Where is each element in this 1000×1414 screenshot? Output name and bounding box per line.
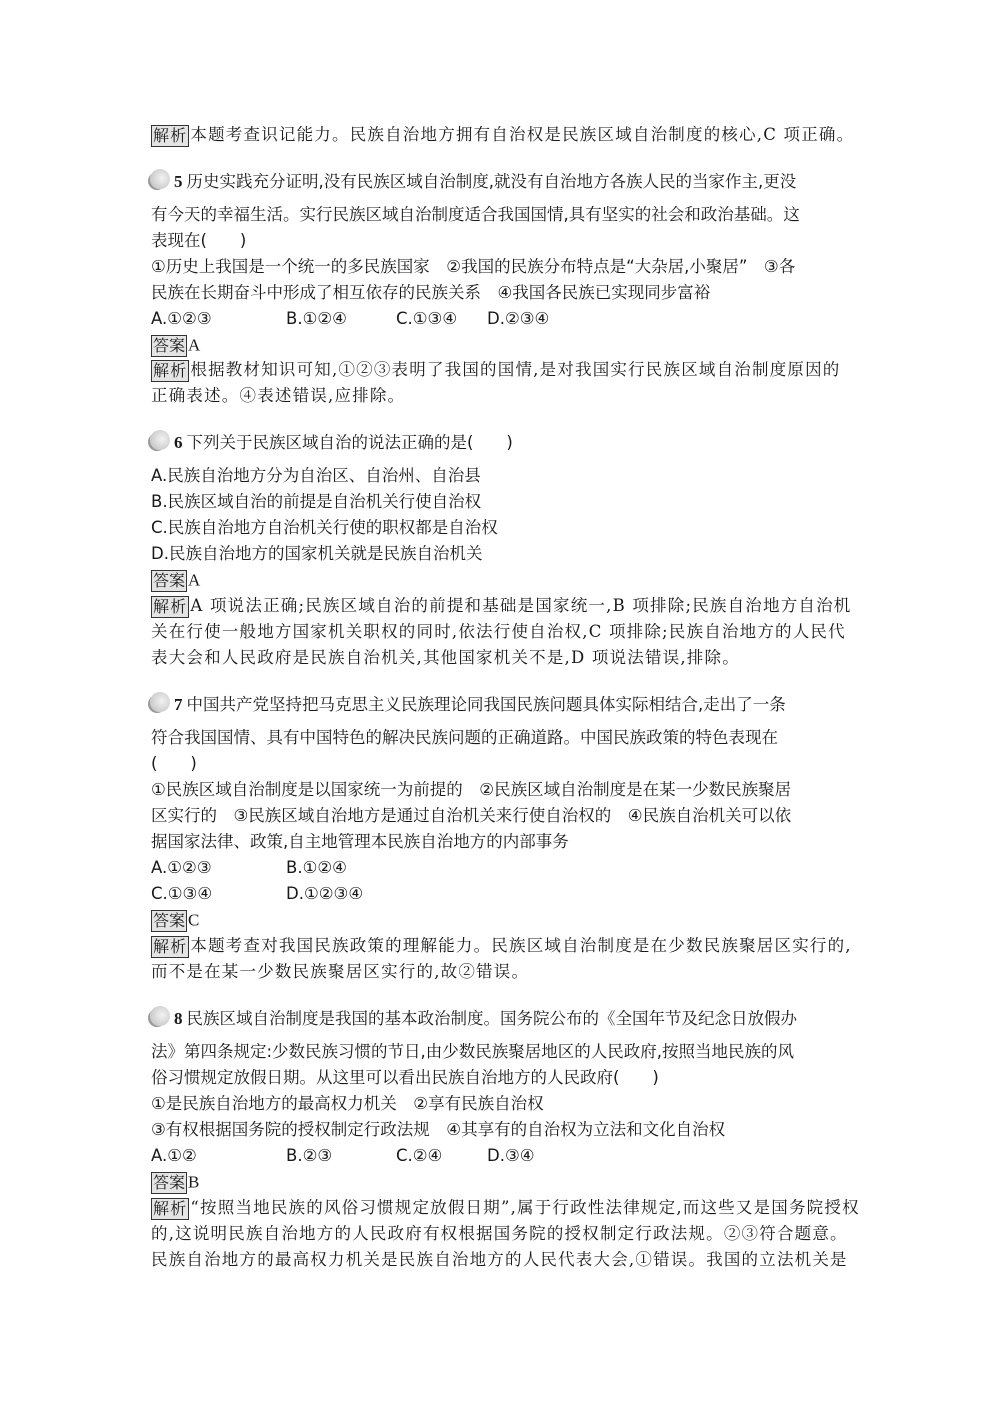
question-bullet-icon: [150, 692, 170, 712]
q5-answer: [151, 334, 200, 357]
q8-statement-line-1: ①是民族自治地方的最高权力机关 ②享有民族自治权: [151, 1094, 544, 1113]
q8-stem-line-3: 俗习惯规定放假日期。从这里可以看出民族自治地方的人民政府( ): [151, 1068, 659, 1087]
q7-stem-line-2: 符合我国国情、具有中国特色的解决民族问题的正确道路。中国民族政策的特色表现在: [151, 728, 778, 747]
answer-label: 答案: [153, 910, 186, 930]
q5-statement-line-2: 民族在长期奋斗中形成了相互依存的民族关系 ④我国各民族已实现同步富裕: [151, 283, 711, 302]
q6-option-a[interactable]: A.民族自治地方分为自治区、自治州、自治县: [151, 466, 481, 485]
q6-stem-line-1: 6 下列关于民族区域自治的说法正确的是( ): [148, 430, 513, 454]
question-bullet-icon: [150, 1006, 170, 1026]
q6-analysis-line-2: 关在行使一般地方国家机关职权的同时,依法行使自治权,C 项排除;民族自治地方的人民代: [151, 622, 846, 641]
q6-analysis-line-1: 解析 A 项说法正确;民族区域自治的前提和基础是国家统一,B 项排除;民族自治地方自治机: [153, 596, 852, 616]
question-number: 7: [174, 695, 183, 714]
analysis-label: 解析: [153, 936, 188, 956]
answer-label: 答案: [153, 570, 186, 590]
option-a[interactable]: A.①②③: [151, 309, 212, 328]
option-d[interactable]: D.①②③④: [286, 884, 364, 903]
q5-stem-line-3: 表现在( ): [151, 231, 247, 250]
q8-stem-line-1: 8 民族区域自治制度是我国的基本政治制度。国务院公布的《全国年节及纪念日放假办: [148, 1006, 797, 1030]
option-c[interactable]: C.②④: [396, 1146, 443, 1165]
question-bullet-icon: [150, 169, 170, 189]
q7-stem-line-3: ( ): [151, 754, 197, 773]
option-c[interactable]: C.①③④: [396, 309, 458, 328]
q5-analysis-line-1: 解析 根据教材知识可知,①②③表明了我国的国情,是对我国实行民族区域自治制度原因的: [153, 360, 841, 380]
analysis-label: 解析: [153, 125, 188, 145]
q7-statement-line-3: 据国家法律、政策,自主地管理本民族自治地方的内部事务: [151, 832, 569, 851]
answer-value: C: [188, 910, 200, 930]
question-number: 6: [174, 433, 183, 452]
q7-analysis-line-2: 而不是在某一少数民族聚居区实行的,故②错误。: [151, 962, 530, 981]
answer-value: A: [188, 335, 201, 355]
option-a[interactable]: A.①②③: [151, 858, 212, 877]
q6-option-c[interactable]: C.民族自治地方自治机关行使的职权都是自治权: [151, 518, 498, 537]
option-c[interactable]: C.①③④: [151, 884, 213, 903]
q5-statement-line-1: ①历史上我国是一个统一的多民族国家 ②我国的民族分布特点是“大杂居,小聚居” ③各: [151, 257, 796, 276]
q4-analysis-line-1: 解析 本题考查识记能力。民族自治地方拥有自治权是民族区域自治制度的核心,C 项正确。: [153, 125, 855, 145]
option-d[interactable]: D.②③④: [487, 309, 550, 328]
q8-answer: [151, 1171, 199, 1194]
q7-statement-line-1: ①民族区域自治制度是以国家统一为前提的 ②民族区域自治制度是在某一少数民族聚居: [151, 780, 792, 799]
answer-label: 答案: [153, 335, 186, 355]
q7-stem-line-1: 7 中国共产党坚持把马克思主义民族理论同我国民族问题具体实际相结合,走出了一条: [148, 692, 786, 716]
question-bullet-icon: [150, 430, 170, 450]
answer-label: 答案: [153, 1172, 186, 1192]
analysis-label: 解析: [153, 360, 188, 380]
answer-value: B: [188, 1172, 200, 1192]
q6-option-b[interactable]: B.民族区域自治的前提是自治机关行使自治权: [151, 492, 482, 511]
q5-stem-line-2: 有今天的幸福生活。实行民族区域自治制度适合我国国情,具有坚实的社会和政治基础。这: [151, 205, 800, 224]
q8-statement-line-2: ③有权根据国务院的授权制定行政法规 ④其享有的自治权为立法和文化自治权: [151, 1120, 726, 1139]
q7-analysis-line-1: 解析 本题考查对我国民族政策的理解能力。民族区域自治制度是在少数民族聚居区实行的,: [153, 936, 852, 956]
option-b[interactable]: B.①②④: [286, 858, 347, 877]
q6-analysis-line-3: 表大会和人民政府是民族自治机关,其他国家机关不是,D 项说法错误,排除。: [151, 648, 740, 667]
analysis-label: 解析: [153, 1198, 188, 1218]
option-b[interactable]: B.②③: [286, 1146, 333, 1165]
q7-answer: [151, 909, 199, 932]
q8-analysis-line-3: 民族自治地方的最高权力机关是民族自治地方的人民代表大会,①错误。我国的立法机关是: [151, 1250, 848, 1269]
q7-statement-line-2: 区实行的 ③民族区域自治地方是通过自治机关来行使自治权的 ④民族自治机关可以依: [151, 806, 792, 825]
q8-analysis-line-1: 解析 “按照当地民族的风俗习惯规定放假日期”,属于行政性法律规定,而这些又是国务院授权: [153, 1198, 860, 1218]
answer-value: A: [188, 570, 201, 590]
option-d[interactable]: D.③④: [487, 1146, 535, 1165]
q8-analysis-line-2: 的,这说明民族自治地方的人民政府有权根据国务院的授权制定行政法规。②③符合题意。: [151, 1224, 848, 1243]
q6-option-d[interactable]: D.民族自治地方的国家机关就是民族自治机关: [151, 544, 483, 563]
question-number: 8: [174, 1009, 183, 1028]
q8-stem-line-2: 法》第四条规定:少数民族习惯的节日,由少数民族聚居地区的人民政府,按照当地民族的风: [151, 1042, 795, 1061]
q5-stem-line-1: 5 历史实践充分证明,没有民族区域自治制度,就没有自治地方各族人民的当家作主,更没: [148, 169, 796, 193]
analysis-label: 解析: [153, 596, 188, 616]
q6-answer: [151, 569, 200, 592]
q5-analysis-line-2: 正确表述。④表述错误,应排除。: [151, 386, 406, 405]
question-number: 5: [174, 172, 183, 191]
option-a[interactable]: A.①②: [151, 1146, 197, 1165]
option-b[interactable]: B.①②④: [286, 309, 347, 328]
